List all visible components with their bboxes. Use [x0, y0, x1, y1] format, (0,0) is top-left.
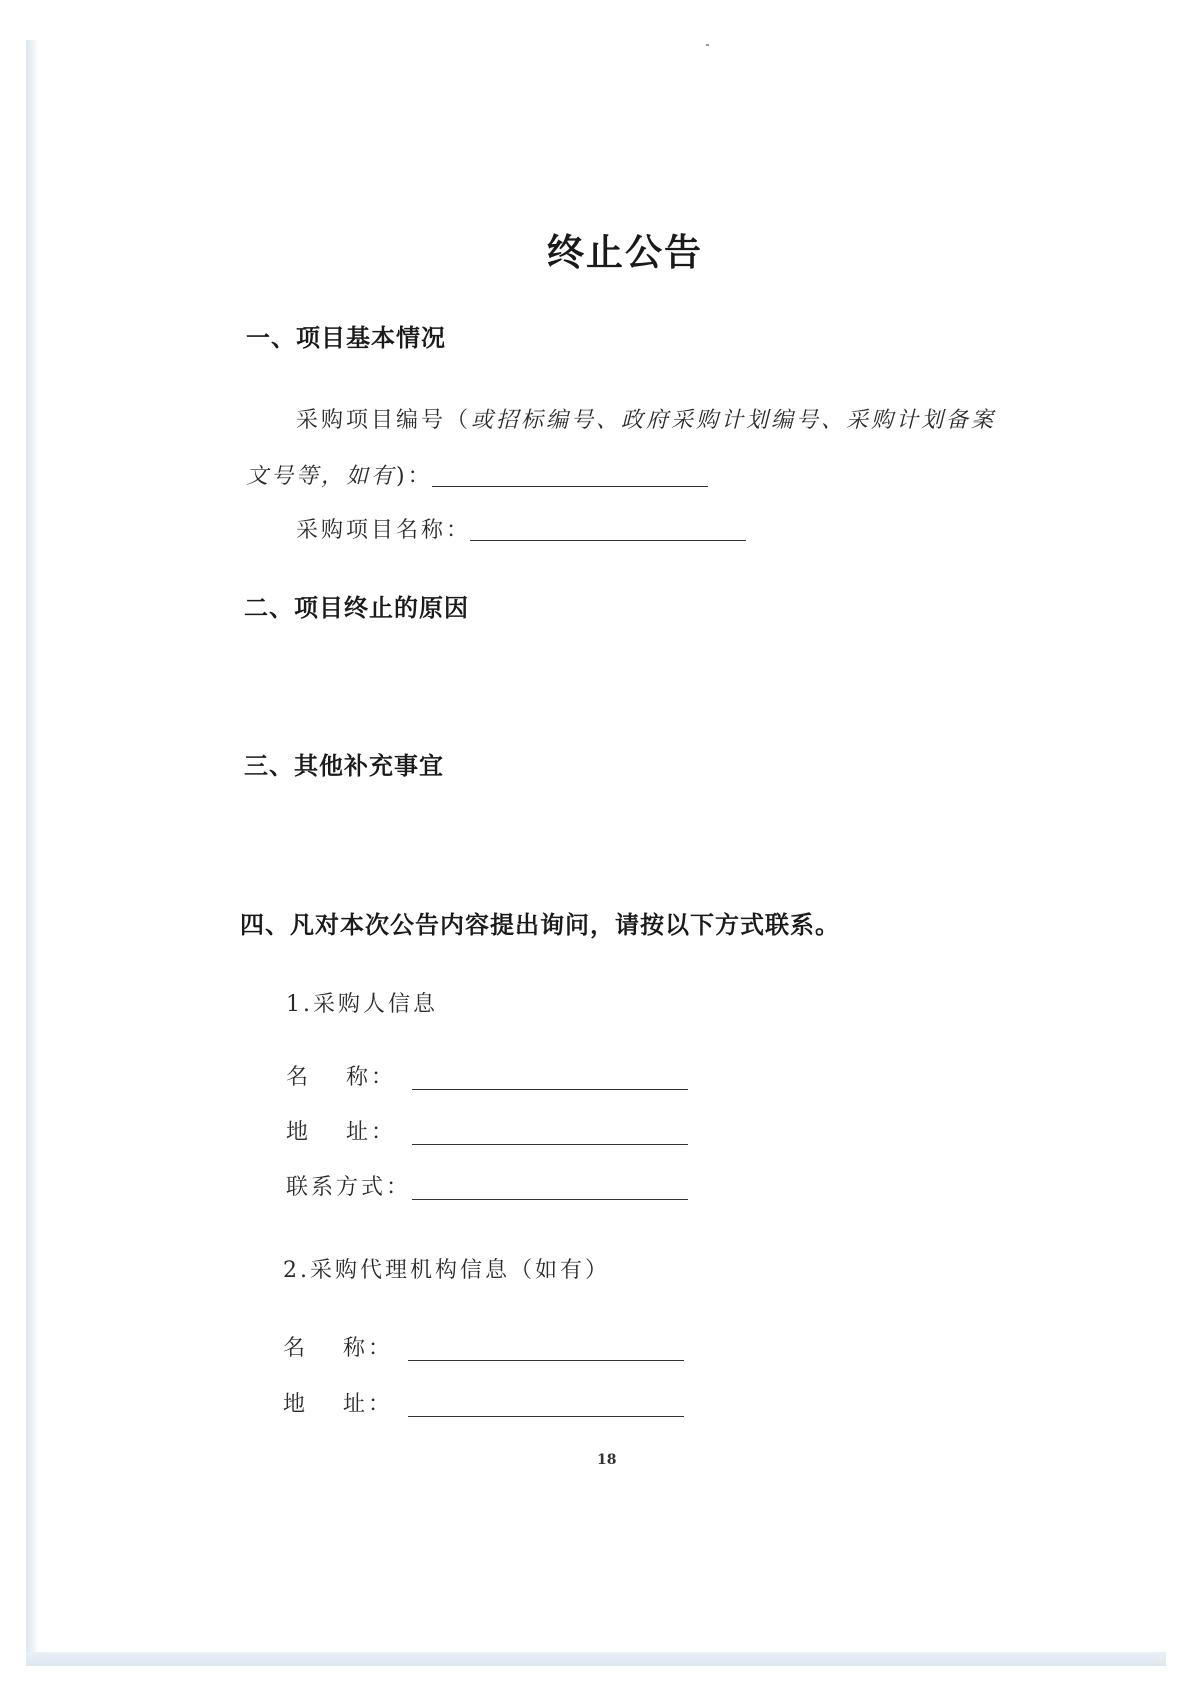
- purchaser-name-label: [286, 1060, 396, 1091]
- purchaser-info-title: 1.采购人信息: [286, 992, 438, 1017]
- agency-info-title: 2.采购代理机构信息（如有）: [283, 1258, 610, 1283]
- purchaser-name-label-a: 名: [286, 1065, 312, 1090]
- purchaser-address-label-a: 地: [286, 1120, 312, 1145]
- project-number-suffix: )：: [396, 464, 433, 489]
- agency-address-label: [283, 1387, 393, 1418]
- agency-name-label-a: 名: [283, 1336, 309, 1361]
- agency-address-label-b: 址：: [342, 1392, 393, 1417]
- project-number-prefix: 采购项目编号（: [296, 408, 472, 433]
- project-number-field[interactable]: [432, 486, 708, 487]
- project-number-note: 或招标编号、政府采购计划编号、采购计划备案: [471, 408, 997, 433]
- project-name-label: 采购项目名称：: [296, 518, 472, 543]
- agency-address-label-a: 地: [283, 1392, 309, 1417]
- project-number-note-cont: 文号等，如有: [246, 464, 397, 489]
- project-number-line1: [296, 403, 996, 434]
- agency-address-field[interactable]: [408, 1416, 684, 1417]
- section1-heading: 一、项目基本情况: [246, 324, 446, 352]
- section4-heading: 四、凡对本次公告内容提出询问，请按以下方式联系。: [240, 911, 840, 939]
- section2-heading: 二、项目终止的原因: [244, 594, 469, 622]
- purchaser-contact-label: 联系方式：: [286, 1175, 412, 1200]
- scan-edge-bottom: [26, 1652, 1166, 1666]
- purchaser-contact-field[interactable]: [412, 1199, 688, 1200]
- purchaser-address-label-b: 址：: [345, 1120, 396, 1145]
- purchaser-address-field[interactable]: [412, 1144, 688, 1145]
- scan-edge-left: [26, 40, 38, 1655]
- agency-name-field[interactable]: [408, 1360, 684, 1361]
- purchaser-name-label-b: 称：: [345, 1065, 396, 1090]
- project-name-field[interactable]: [470, 540, 746, 541]
- project-number-line2: [246, 459, 433, 490]
- agency-name-label-b: 称：: [342, 1336, 393, 1361]
- page-title: 终止公告: [547, 231, 703, 274]
- scan-speck: [706, 44, 709, 46]
- purchaser-name-field[interactable]: [412, 1089, 688, 1090]
- agency-name-label: [283, 1331, 393, 1362]
- section3-heading: 三、其他补充事宜: [244, 752, 444, 780]
- purchaser-address-label: [286, 1115, 396, 1146]
- page-number: 18: [597, 1452, 617, 1468]
